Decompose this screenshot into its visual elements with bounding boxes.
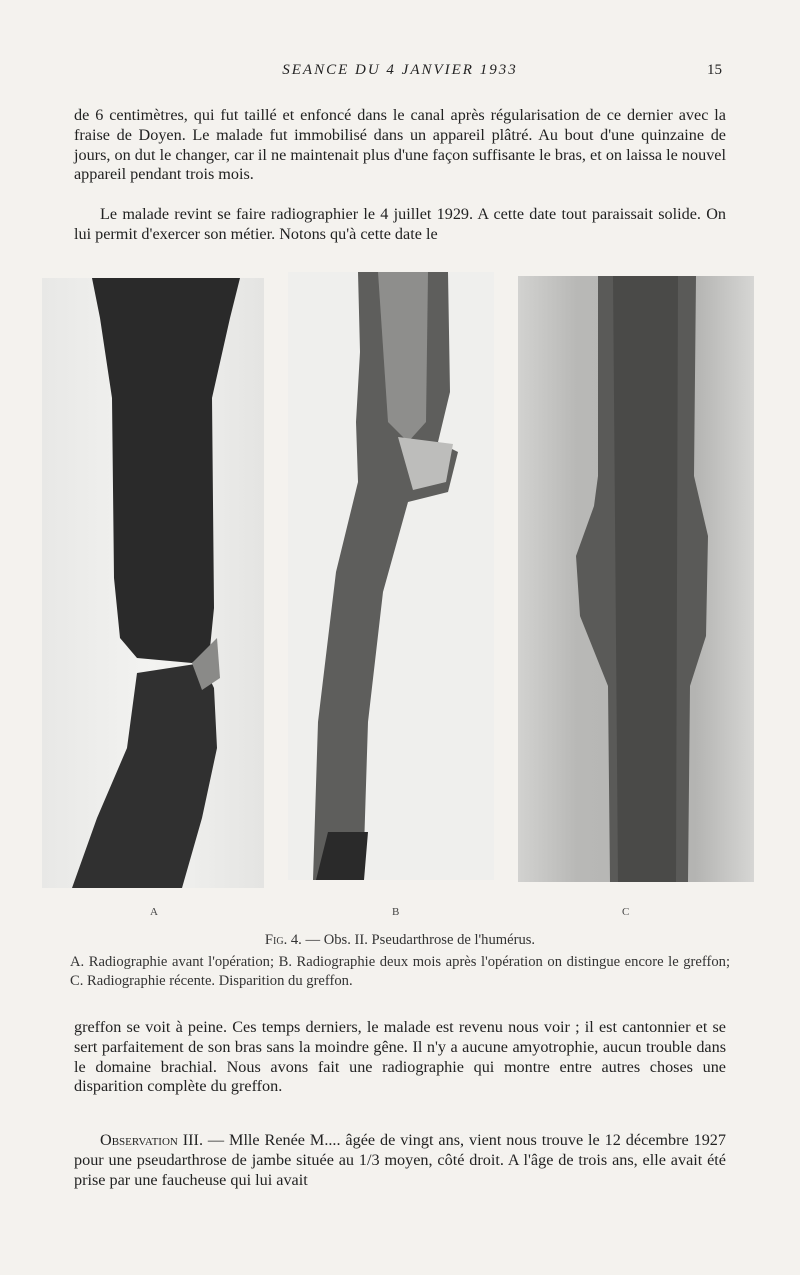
running-header xyxy=(0,62,800,86)
paragraph-top-2: Le malade revint se faire radiographier le 4 juillet 1929. A cette date tout paraissait solide. On lui permit d'exercer son métier. Notons qu'à cette date le xyxy=(74,205,726,243)
figure-caption-title xyxy=(70,931,730,950)
page-number: 15 xyxy=(707,62,722,78)
paragraph-top-1: de 6 centimètres, qui fut taillé et enfoncé dans le canal après régularisation de ce dernier avec la fraise de Doyen. Le malade fut immobilisé dans un appareil plâtré. Au bout d'une quinzaine de jours, on dut le changer, car il ne maintenait plus d'une façon suffisante le bras, et on laissa le nouvel appareil pendant trois mois. xyxy=(74,106,726,184)
xray-humerus-graft-icon xyxy=(288,272,494,880)
header-title: SEANCE DU 4 JANVIER 1933 xyxy=(282,62,518,78)
figure-xrays xyxy=(42,268,754,888)
observation-heading: Observation III. xyxy=(100,1131,203,1149)
figure-caption-body: A. Radiographie avant l'opération; B. Radiographie deux mois après l'opération on distingue encore le greffon; C. Radiographie récente. Disparition du greffon. xyxy=(70,954,730,989)
figure-number: Fig. 4. xyxy=(264,932,302,948)
observation-text: — Mlle Renée M.... âgée de vingt ans, vient nous trouve le 12 décembre 1927 pour une pseudarthrose de jambe située au 1/3 moyen, côté droit. A l'âge de trois ans, elle avait été prise par une faucheuse qui lui avait xyxy=(74,1131,726,1189)
panel-label-c: C xyxy=(622,906,630,918)
observation-paragraph xyxy=(74,1131,726,1190)
panel-label-a: A xyxy=(150,906,158,918)
xray-humerus-fracture-icon xyxy=(42,278,264,888)
figure-title-text: — Obs. II. Pseudarthrose de l'humérus. xyxy=(301,932,536,948)
xray-humerus-healed-icon xyxy=(518,276,754,882)
paragraph-bottom-1: greffon se voit à peine. Ces temps derniers, le malade est revenu nous voir ; il est cantonnier et se sert parfaitement de son bras sans la moindre gêne. Il n'y a aucune amyotrophie, aucun trouble dans le domaine brachial. Nous avons fait une radiographie qui montre entre autres choses une disparition complète du greffon. xyxy=(74,1018,726,1096)
panel-label-b: B xyxy=(392,906,400,918)
